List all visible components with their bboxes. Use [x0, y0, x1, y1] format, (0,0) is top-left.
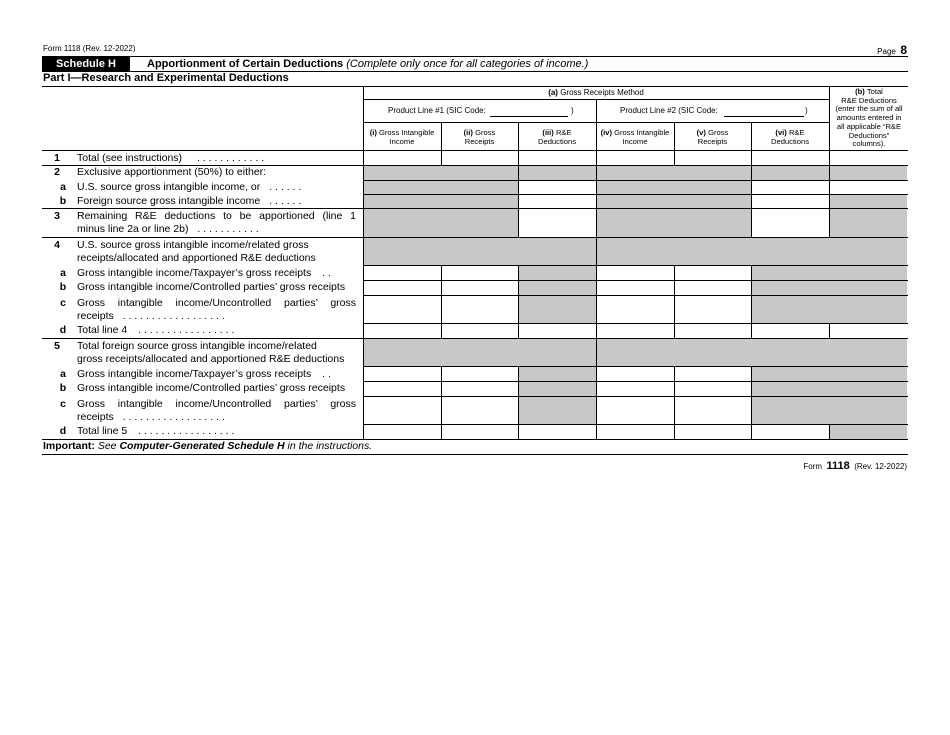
line-4-label-1: U.S. source gross intangible income/related gross	[77, 239, 309, 251]
line-4a-letter: a	[60, 267, 66, 279]
row-rule	[363, 381, 908, 382]
row-rule	[363, 180, 908, 181]
col-b-header: (b) Total R&E Deductions (enter the sum of all amounts entered in all applicable “R&E Deductions” columns).	[830, 88, 908, 149]
line-5b-label: Gross intangible income/Controlled parties’ gross receipts	[77, 382, 346, 394]
footer-form-number: 1118	[826, 460, 850, 472]
line-5a-label: Gross intangible income/Taxpayer’s gross receipts . .	[77, 368, 331, 380]
col-b-line-6: Deductions”	[848, 130, 890, 140]
shade-cell	[364, 339, 596, 366]
sic-code-1-input[interactable]	[490, 116, 568, 117]
col-b-line-3: (enter the sum of all	[835, 104, 903, 114]
line-2a-label: U.S. source gross intangible income, or . . . . . .	[77, 181, 302, 193]
col-i-header: (i) Gross Intangible Income	[369, 128, 435, 146]
shade-cell	[830, 166, 907, 180]
col-b-line-4: amounts entered in	[836, 113, 902, 123]
row-rule	[42, 237, 908, 238]
line-5-label-2: gross receipts/allocated and apportioned R&E deductions	[77, 353, 345, 365]
line-3-number: 3	[54, 210, 60, 222]
shade-cell	[597, 238, 907, 265]
sic-code-2-input[interactable]	[724, 116, 804, 117]
row-rule	[363, 366, 908, 367]
line-1-number: 1	[54, 152, 60, 164]
col-v-header: (v) Gross Receipts	[696, 128, 729, 146]
part-title: Part I—Research and Experimental Deductions	[43, 72, 289, 84]
line-2-number: 2	[54, 166, 60, 178]
col-vi-header: (vi) R&E Deductions	[771, 128, 809, 146]
schedule-title-row	[147, 57, 588, 71]
product-line-1-close: )	[571, 106, 574, 115]
row-rule	[363, 396, 908, 397]
line-2a-letter: a	[60, 181, 66, 193]
line-4c-label-2: receipts . . . . . . . . . . . . . . . . . .	[77, 310, 225, 322]
important-ref: Computer-Generated Schedule H	[119, 440, 285, 452]
footer-form-rev: (Rev. 12-2022)	[854, 462, 907, 471]
footer-rule	[42, 454, 908, 455]
footer-form-prefix: Form	[803, 462, 823, 471]
line-2b-label: Foreign source gross intangible income . . . . . .	[77, 195, 302, 207]
product-rule	[363, 122, 829, 123]
row-rule	[42, 338, 908, 339]
line-5b-letter: b	[59, 382, 67, 394]
col-b-line-2: R&E Deductions	[841, 95, 897, 105]
shade-cell	[519, 166, 596, 180]
line-5d-letter: d	[59, 425, 67, 437]
row-rule	[363, 424, 908, 425]
group-a-header	[363, 88, 829, 97]
col-b-line-7: columns).	[852, 139, 886, 149]
part-rule	[42, 86, 908, 87]
important-see: See	[97, 440, 117, 452]
line-4d-label: Total line 4 . . . . . . . . . . . . . . . . .	[77, 324, 235, 336]
shade-cell	[597, 339, 907, 366]
row-rule	[363, 194, 908, 195]
header-bottom-rule	[42, 150, 908, 151]
line-4a-label: Gross intangible income/Taxpayer’s gross receipts . .	[77, 267, 331, 279]
line-5c-letter: c	[60, 398, 66, 410]
group-a-prefix: (a)	[548, 88, 558, 97]
col-ii-header: (ii) Gross Receipts	[463, 128, 496, 146]
important-rest: in the instructions.	[287, 440, 373, 452]
row-rule	[363, 265, 908, 266]
line-2b-letter: b	[59, 195, 67, 207]
line-3-label-2: minus line 2a or line 2b) . . . . . . . . . . .	[77, 223, 259, 235]
product-line-1-label: Product Line #1 (SIC Code:	[388, 106, 486, 115]
line-5a-letter: a	[60, 368, 66, 380]
form-id: Form 1118 (Rev. 12-2022)	[43, 44, 136, 53]
schedule-tag: Schedule H	[42, 57, 130, 71]
line-5-number: 5	[54, 340, 60, 352]
line-2-label: Exclusive apportionment (50%) to either:	[77, 166, 267, 178]
line-4-label-2: receipts/allocated and apportioned R&E deductions	[77, 252, 316, 264]
schedule-title: Apportionment of Certain Deductions	[147, 58, 344, 70]
line-4-number: 4	[54, 239, 60, 251]
page-number: 8	[900, 43, 907, 57]
line-4c-label-1: Gross intangible income/Uncontrolled parties’ gross	[77, 297, 356, 309]
shade-cell	[830, 195, 907, 237]
line-5c-label-1: Gross intangible income/Uncontrolled parties’ gross	[77, 398, 356, 410]
col-b-line-5: all applicable “R&E	[836, 121, 902, 131]
line-4d-letter: d	[59, 324, 67, 336]
row-rule	[363, 280, 908, 281]
footer-form-id	[803, 456, 907, 474]
group-a-title: Gross Receipts Method	[560, 88, 644, 97]
row-rule	[363, 323, 908, 324]
line-4b-label: Gross intangible income/Controlled parties’ gross receipts	[77, 281, 346, 293]
shade-cell	[364, 238, 596, 265]
row-rule	[42, 208, 908, 209]
product-line-2-label: Product Line #2 (SIC Code:	[620, 106, 718, 115]
row-rule	[363, 295, 908, 296]
important-note	[43, 440, 372, 453]
page-label: Page	[877, 47, 896, 56]
important-label: Important:	[43, 440, 95, 452]
schedule-subtitle: (Complete only once for all categories of income.)	[346, 58, 589, 70]
line-5c-label-2: receipts . . . . . . . . . . . . . . . . . .	[77, 411, 225, 423]
line-4c-letter: c	[60, 297, 66, 309]
shade-cell	[597, 166, 751, 180]
line-1-label: Total (see instructions) . . . . . . . . . . . .	[77, 152, 265, 164]
line-3-label-1: Remaining R&E deductions to be apportioned (line 1	[77, 210, 356, 222]
shade-cell	[752, 166, 829, 180]
line-5d-label: Total line 5 . . . . . . . . . . . . . . . . .	[77, 425, 235, 437]
product-line-2-close: )	[805, 106, 808, 115]
shade-cell	[830, 425, 907, 439]
line-5-label-1: Total foreign source gross intangible income/related	[77, 340, 317, 352]
shade-cell	[364, 166, 518, 180]
col-iii-header: (iii) R&E Deductions	[538, 128, 576, 146]
col-iv-header: (iv) Gross Intangible Income	[600, 128, 670, 146]
line-4b-letter: b	[59, 281, 67, 293]
